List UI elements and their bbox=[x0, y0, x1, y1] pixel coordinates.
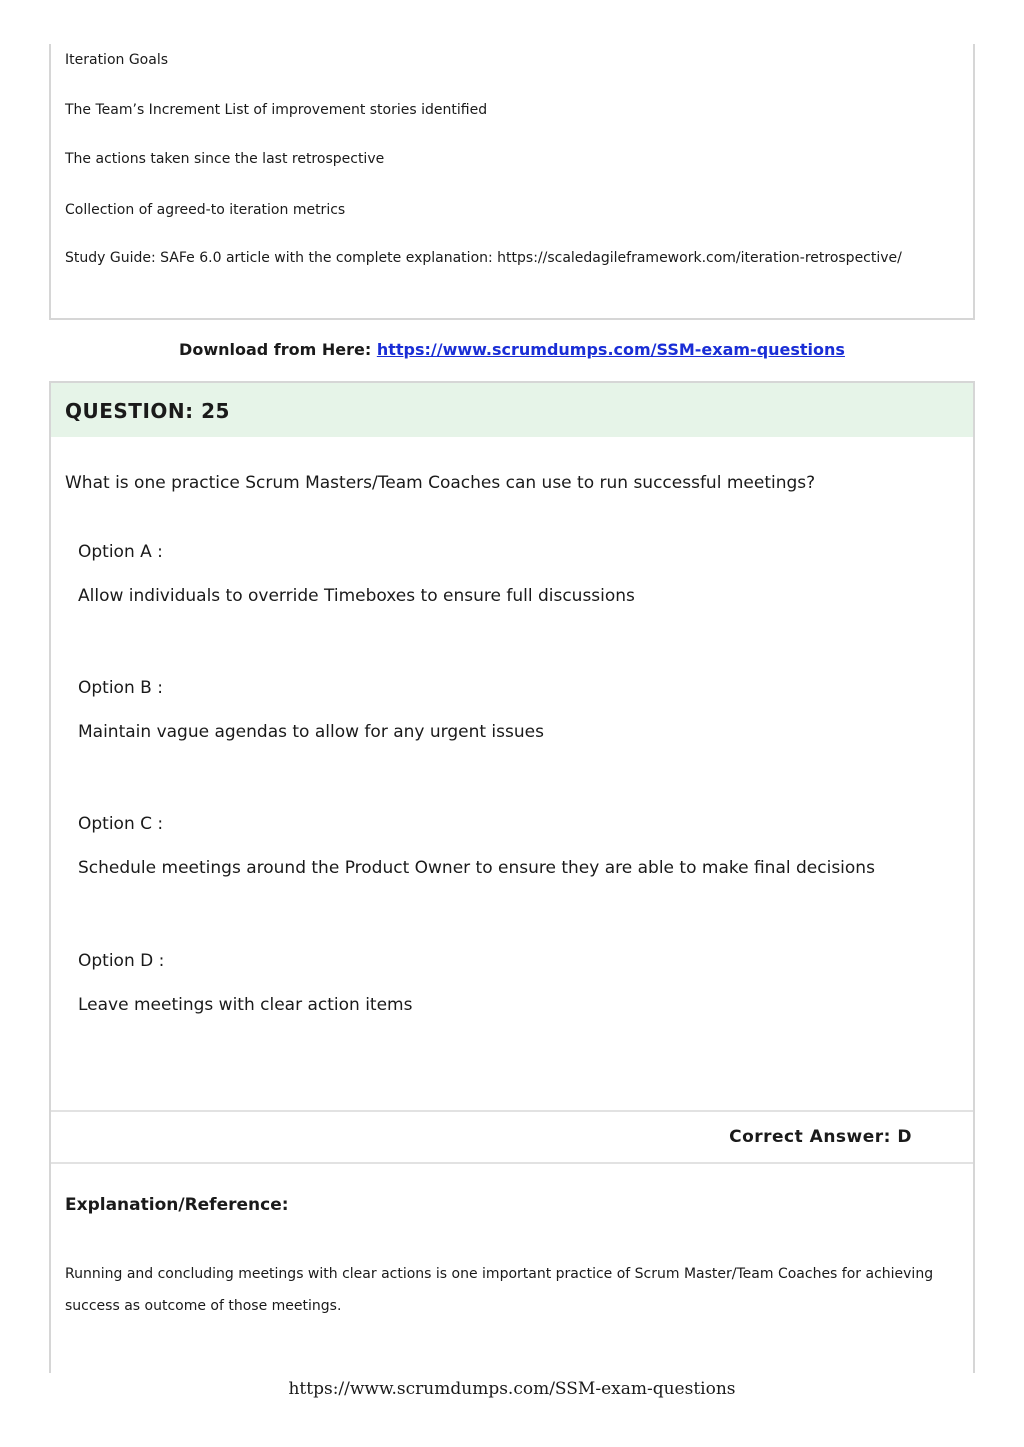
answer-line: The actions taken since the last retrospective bbox=[65, 151, 385, 167]
download-link[interactable]: https://www.scrumdumps.com/SSM-exam-questions bbox=[376, 340, 845, 359]
download-banner bbox=[0, 339, 1024, 361]
option-a-text: Allow individuals to override Timeboxes to ensure full discussions bbox=[78, 586, 635, 606]
question-text: What is one practice Scrum Masters/Team Coaches can use to run successful meetings? bbox=[65, 473, 816, 493]
correct-answer-row bbox=[51, 1110, 973, 1164]
footer-url: https://www.scrumdumps.com/SSM-exam-questions bbox=[288, 1379, 736, 1399]
option-c-text: Schedule meetings around the Product Owner to ensure they are able to make final decisions bbox=[78, 858, 875, 878]
explanation-title: Explanation/Reference: bbox=[65, 1195, 289, 1215]
question-title: QUESTION: 25 bbox=[65, 399, 230, 423]
answer-line: Iteration Goals bbox=[65, 52, 169, 68]
option-a-label: Option A : bbox=[78, 542, 163, 562]
option-b-text: Maintain vague agendas to allow for any urgent issues bbox=[78, 722, 544, 742]
study-guide-line: Study Guide: SAFe 6.0 article with the complete explanation: https://scaledagileframework.com/iteration-retrospective/ bbox=[65, 250, 902, 266]
option-d-text: Leave meetings with clear action items bbox=[78, 995, 413, 1015]
option-c-label: Option C : bbox=[78, 814, 164, 834]
download-label: Download from Here: bbox=[179, 340, 372, 359]
correct-answer: Correct Answer: D bbox=[729, 1127, 912, 1147]
option-d-label: Option D : bbox=[78, 951, 165, 971]
question-header bbox=[51, 383, 973, 437]
explanation-text: Running and concluding meetings with clear actions is one important practice of Scrum Master/Team Coaches for achieving success as outcome of those meetings. bbox=[65, 1266, 934, 1314]
answer-line: The Team’s Increment List of improvement stories identified bbox=[65, 102, 488, 118]
previous-question-box bbox=[49, 44, 975, 320]
question-box bbox=[49, 381, 975, 1373]
answer-line: Collection of agreed-to iteration metrics bbox=[65, 202, 346, 218]
option-b-label: Option B : bbox=[78, 678, 163, 698]
